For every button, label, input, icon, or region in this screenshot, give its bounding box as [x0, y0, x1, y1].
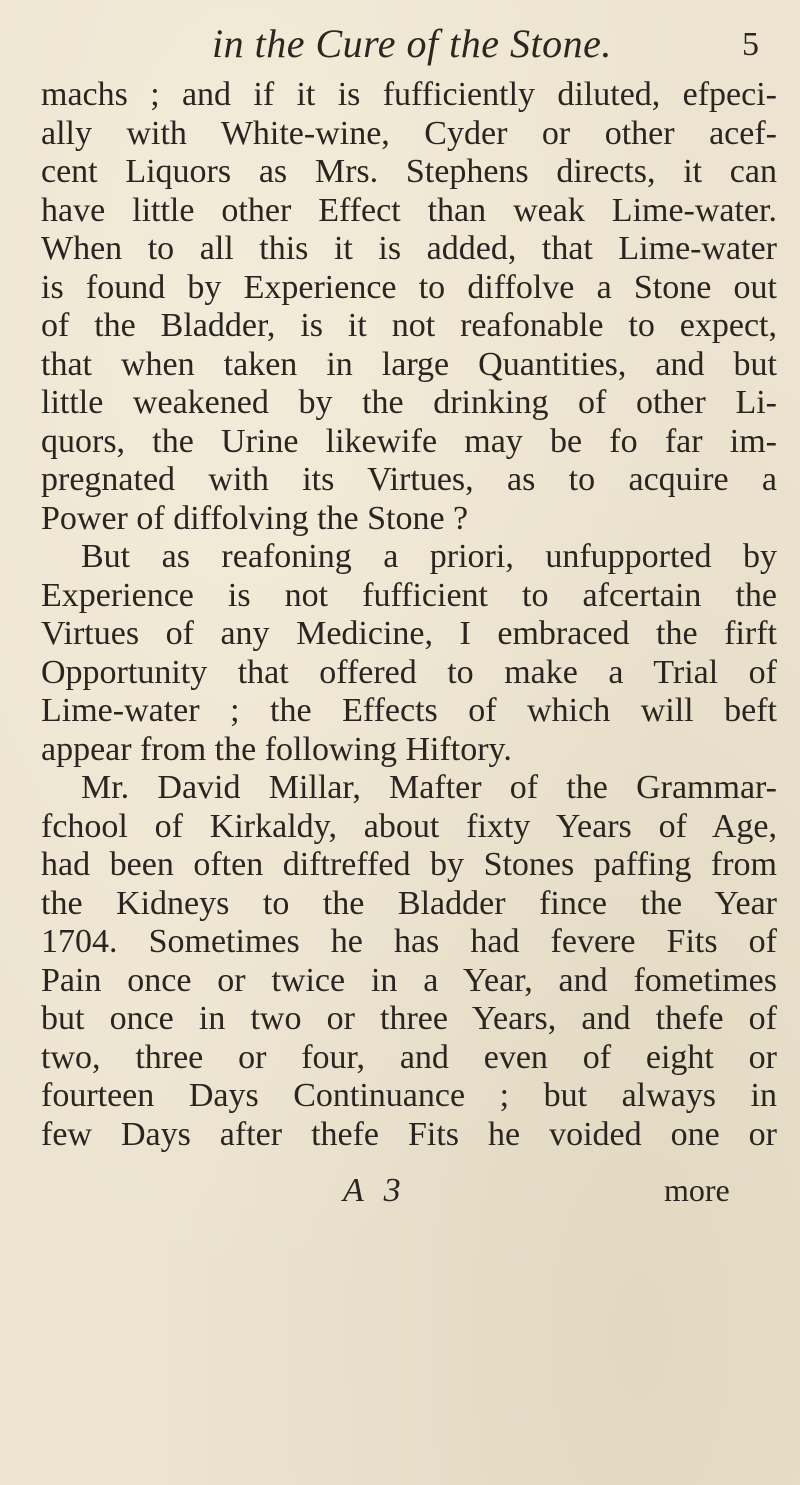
text-line: few Days after thefe Fits he voided one or: [41, 1115, 777, 1153]
text-line: appear from the following Hiftory.: [41, 730, 512, 768]
running-title: in the Cure of the Stone.: [212, 21, 612, 66]
body-text: [41, 76, 777, 1154]
text-line: machs ; and if it is fufficiently diluted, efpeci-: [41, 76, 777, 113]
text-line: of the Bladder, is it not reafonable to expect,: [41, 307, 777, 344]
page-footer: [0, 1172, 800, 1212]
text-line: little weakened by the drinking of other Li-: [41, 384, 777, 421]
running-head: [0, 8, 800, 68]
text-line: had been often diftreffed by Stones paffing from: [41, 846, 777, 883]
text-line: quors, the Urine likewife may be fo far im-: [41, 422, 777, 460]
text-line: Pain once or twice in a Year, and fometimes: [41, 961, 777, 999]
text-line: Lime-water ; the Effects of which will beft: [41, 692, 777, 729]
text-line: is found by Experience to diffolve a Stone out: [41, 268, 777, 306]
signature-mark: A 3: [343, 1172, 407, 1209]
text-line: but once in two or three Years, and thefe of: [41, 1000, 777, 1037]
text-line: cent Liquors as Mrs. Stephens directs, it can: [41, 153, 777, 190]
text-line: But as reafoning a priori, unfupported by: [81, 538, 777, 575]
text-line: two, three or four, and even of eight or: [41, 1038, 777, 1076]
text-line: have little other Effect than weak Lime-water.: [41, 191, 777, 229]
text-line: that when taken in large Quantities, and but: [41, 345, 777, 383]
text-line: fchool of Kirkaldy, about fixty Years of Age,: [41, 807, 777, 845]
page-number: 5: [742, 26, 759, 63]
text-line: the Kidneys to the Bladder fince the Year: [41, 884, 777, 922]
text-line: 1704. Sometimes he has had fevere Fits of: [41, 923, 777, 960]
text-line: Experience is not fufficient to afcertain the: [41, 576, 777, 614]
text-line: Virtues of any Medicine, I embraced the firft: [41, 615, 777, 652]
text-line: fourteen Days Continuance ; but always in: [41, 1077, 777, 1114]
text-line: When to all this it is added, that Lime-water: [41, 230, 777, 267]
text-line: Mr. David Millar, Mafter of the Grammar-: [81, 769, 777, 806]
text-line: ally with White-wine, Cyder or other acef-: [41, 114, 777, 152]
catchword: more: [664, 1172, 730, 1208]
text-line: Opportunity that offered to make a Trial of: [41, 653, 777, 691]
text-line: Power of diffolving the Stone ?: [41, 499, 469, 537]
text-line: pregnated with its Virtues, as to acquire a: [41, 461, 777, 498]
